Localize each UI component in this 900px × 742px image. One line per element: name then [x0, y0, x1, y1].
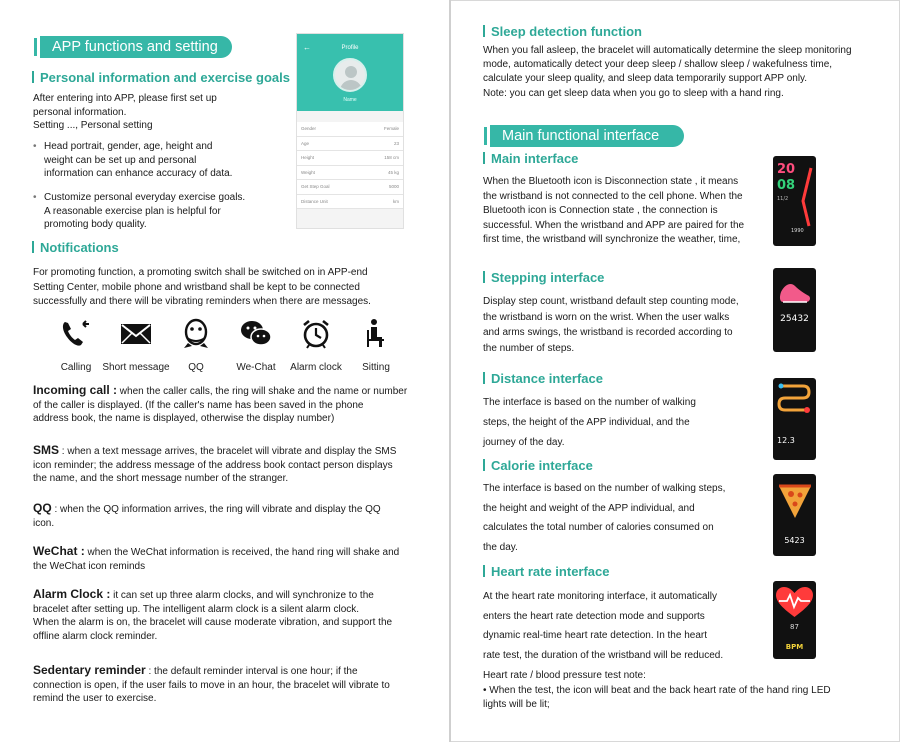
row-value: km — [393, 198, 399, 204]
distance-text — [483, 393, 763, 453]
section-line: dynamic real-time heart rate detection. In the heart — [483, 630, 708, 641]
item-line-1 — [33, 588, 433, 603]
item-line: remind the user to exercise. — [33, 693, 157, 705]
item-text: it can set up three alarm clocks, and will synchronize to the — [110, 590, 374, 601]
item-text: : the default reminder interval is one hour; if the — [145, 666, 358, 677]
section-line: At the heart rate monitoring interface, it automatically — [483, 591, 718, 602]
item-text: when the caller calls, the ring will shake and the name or number — [117, 386, 408, 397]
note-bullet-line-2: lights will be lit; — [483, 699, 550, 710]
band-steps-value: 25432 — [780, 314, 809, 324]
section-line: Display step count, wristband default step counting mode, — [483, 296, 739, 307]
heading-bar — [32, 241, 34, 253]
wechat-icon — [239, 318, 273, 350]
item-line-1 — [33, 502, 433, 517]
heading-text: Stepping interface — [491, 270, 605, 285]
avatar — [333, 58, 367, 92]
heading-bar — [32, 71, 34, 83]
item-sedentary — [33, 664, 433, 706]
heart-note — [483, 669, 883, 713]
row-label: Gender — [301, 126, 317, 132]
envelope-icon — [119, 318, 153, 350]
heading-sleep — [483, 24, 642, 39]
item-lead: QQ — [33, 501, 52, 515]
item-lead: SMS — [33, 443, 60, 457]
bullet-line: promoting body quality. — [44, 219, 147, 231]
sitting-icon — [359, 318, 393, 350]
sleep-line: calculate your sleep quality, and sleep data temporarily support APP only. — [483, 73, 808, 85]
stepping-text — [483, 294, 763, 356]
band-time-bottom: 08 — [777, 178, 796, 193]
row-value: 158 cm — [384, 155, 399, 161]
band-calorie-screen — [773, 474, 816, 556]
heading-bar — [483, 152, 485, 164]
icon-label: We-Chat — [236, 362, 276, 373]
heading-distance — [483, 371, 603, 386]
band-distance-value: 12.3 — [777, 436, 795, 445]
bullet-line: information can enhance accuracy of data. — [44, 168, 233, 180]
band-time-top: 20 — [777, 162, 796, 177]
heading-heart-rate — [483, 564, 610, 579]
section-line: steps, the height of the APP individual, and the — [483, 417, 690, 428]
section-banner-main-interface: Main functional interface — [490, 125, 684, 147]
row-label: Distance Unit — [301, 198, 328, 204]
profile-row — [297, 195, 403, 210]
profile-rows — [297, 122, 403, 209]
heading-bar — [483, 565, 485, 577]
item-lead: Alarm Clock : — [33, 587, 111, 601]
heading-bar — [483, 372, 485, 384]
row-label: Get Step Goal — [301, 184, 330, 190]
heading-text: Sleep detection function — [491, 24, 642, 39]
bullet-dot: • — [483, 684, 490, 696]
item-line-1 — [33, 444, 433, 459]
item-lead: Sedentary reminder — [33, 663, 146, 677]
qq-icon — [179, 318, 213, 350]
heading-text: Heart rate interface — [491, 564, 610, 579]
item-line-1 — [33, 545, 433, 560]
item-incoming-call — [33, 384, 433, 426]
notify-sitting — [346, 318, 406, 378]
bullet-line: A reasonable exercise plan is helpful for — [44, 205, 221, 217]
item-line-1 — [33, 384, 433, 399]
heading-text: Distance interface — [491, 371, 603, 386]
heading-bar — [483, 271, 485, 283]
heading-text: Personal information and exercise goals — [40, 70, 290, 85]
sleep-line: When you fall asleep, the bracelet will automatically determine the sleep monitoring — [483, 45, 852, 56]
pizza-icon — [773, 480, 816, 525]
row-label: Age — [301, 140, 310, 146]
item-text: when the WeChat information is received, the hand ring will shake and — [84, 547, 400, 558]
section-line: and arms swings, the wristband is recorded according to — [483, 327, 733, 338]
calorie-text — [483, 479, 763, 557]
item-text: : when the QQ information arrives, the ring will vibrate and display the QQ — [51, 504, 381, 515]
item-line-1 — [33, 664, 433, 679]
note-text: When the test, the icon will beat and the back heart rate of the hand ring LED — [489, 684, 831, 696]
row-value: Female — [383, 126, 399, 132]
row-value: 5000 — [388, 184, 399, 190]
section-line: journey of the day. — [483, 437, 565, 448]
band-main-screen — [773, 156, 816, 246]
item-line: offline alarm clock reminder. — [33, 630, 158, 642]
section-line: calculates the total number of calories consumed on — [483, 522, 714, 533]
phone-profile-screenshot — [296, 33, 404, 229]
item-line: bracelet after setting up. The intelligent alarm clock is a silent alarm clock. — [33, 603, 360, 615]
bullet-line: • Customize personal everyday exercise goals. — [44, 192, 246, 203]
intro-line: Setting Center, mobile phone and wristband shall be kept to be connected — [33, 281, 360, 293]
avatar-head-shape — [345, 66, 357, 78]
item-line: icon reminder; the address message of the address book contact person displays — [33, 459, 393, 471]
calling-icon — [59, 318, 93, 350]
intro-line: successfully and there will be vibrating reminders when there are messages. — [33, 296, 371, 307]
item-line: address book, the name is displayed, otherwise the display number) — [33, 413, 335, 425]
bullet-line: • Head portrait, gender, age, height and — [44, 141, 213, 152]
alarm-clock-icon — [299, 318, 333, 350]
item-line: connection is open, if the user fails to move in an hour, the bracelet will vibrate to — [33, 679, 390, 691]
section-banner-app-functions: APP functions and setting — [40, 36, 232, 58]
item-line: When the alarm is on, the bracelet will cause moderate vibration, and support the — [33, 617, 393, 629]
band-heart-unit: BPM — [785, 643, 804, 651]
sleep-line: Note: you can get sleep data when you go to sleep with a hand ring. — [483, 87, 784, 99]
profile-row — [297, 137, 403, 152]
band-heart-rate-screen — [773, 581, 816, 659]
section-line: the height and weight of the APP individual, and — [483, 502, 695, 514]
bullet-line: weight can be set up and personal — [44, 154, 197, 166]
row-label: Height — [301, 155, 315, 161]
profile-title: Profile — [341, 45, 359, 51]
band-steps-small: 1990 — [791, 228, 804, 234]
band-heart-value: 87 — [790, 623, 799, 631]
section-line: the number of steps. — [483, 342, 575, 354]
item-line: the WeChat icon reminds — [33, 560, 146, 572]
section-line: The interface is based on the number of walking — [483, 397, 696, 408]
section-line: successful. When the wristband and APP are paired for the — [483, 219, 745, 231]
intro-line: personal information. — [33, 106, 127, 118]
sleep-line: mode, automatically detect your deep sleep / shallow sleep / wakefulness time, — [483, 59, 833, 71]
section-line: rate test, the duration of the wristband will be reduced. — [483, 649, 724, 661]
route-icon — [773, 382, 816, 427]
item-line: icon. — [33, 517, 55, 529]
band-distance-screen — [773, 378, 816, 460]
personal-bullet-2 — [44, 191, 284, 232]
section-line: The interface is based on the number of walking steps, — [483, 483, 726, 494]
row-value: 23 — [393, 140, 399, 146]
section-line: the wristband is worn on the wrist. When the user walks — [483, 311, 730, 323]
band-calorie-value: 5423 — [784, 536, 805, 545]
main-interface-text — [483, 175, 763, 248]
note-title: Heart rate / blood pressure test note: — [483, 670, 646, 681]
intro-line: After entering into APP, please first set up — [33, 93, 217, 104]
item-alarm-clock — [33, 588, 433, 643]
heading-main-interface — [483, 151, 578, 166]
notifications-intro — [33, 266, 433, 310]
band-steps-screen — [773, 268, 816, 352]
section-line: enters the heart rate detection mode and supports — [483, 610, 705, 622]
heart-icon — [773, 585, 816, 621]
heading-stepping — [483, 270, 604, 285]
profile-name: Name — [343, 97, 357, 103]
icon-label: QQ — [188, 362, 204, 373]
item-line: of the caller is displayed. (If the caller's name has been saved in the phone — [33, 399, 364, 411]
row-label: Weight — [301, 169, 315, 175]
item-wechat — [33, 545, 433, 573]
icon-label: Short message — [102, 362, 170, 373]
item-qq — [33, 502, 433, 530]
profile-row — [297, 180, 403, 195]
icon-label: Alarm clock — [290, 362, 342, 373]
back-arrow-icon: ← — [303, 43, 311, 52]
item-line: the name, and the short message number of the stranger. — [33, 473, 289, 485]
icon-label: Sitting — [362, 362, 390, 373]
heart-rate-text — [483, 587, 763, 665]
note-bullet-line-1 — [483, 684, 883, 699]
section-line: the wristband is not connected to the cell phone. When the — [483, 190, 743, 202]
avatar-body-shape — [340, 80, 362, 92]
heading-text: Calorie interface — [491, 458, 593, 473]
section-line: the day. — [483, 541, 518, 553]
row-value: 45 kg — [387, 169, 399, 175]
heading-notifications — [32, 240, 119, 255]
profile-row — [297, 122, 403, 137]
heading-calorie — [483, 458, 593, 473]
heading-personal-info — [32, 70, 290, 85]
profile-row — [297, 151, 403, 166]
intro-line: Setting ..., Personal setting — [33, 120, 153, 132]
heading-text: Notifications — [40, 240, 119, 255]
heading-bar — [483, 25, 485, 37]
icon-label: Calling — [60, 362, 92, 373]
personal-intro — [33, 92, 283, 133]
section-line: Bluetooth icon is Connection state , the connection is — [483, 205, 718, 217]
item-lead: WeChat : — [33, 544, 85, 558]
profile-header — [297, 34, 403, 111]
sleep-text — [483, 44, 883, 101]
item-lead: Incoming call : — [33, 383, 118, 397]
item-sms — [33, 444, 433, 486]
item-text: : when a text message arrives, the bracelet will vibrate and display the SMS — [59, 446, 397, 457]
shoe-icon — [773, 274, 816, 314]
heading-bar — [483, 459, 485, 471]
section-line: first time, the wristband will synchronize the weather, time, — [483, 234, 741, 246]
heading-text: Main interface — [491, 151, 579, 166]
personal-bullet-1 — [44, 140, 284, 181]
intro-line: For promoting function, a promoting switch shall be switched on in APP-end — [33, 267, 368, 278]
section-line: When the Bluetooth icon is Disconnection state , it means — [483, 176, 739, 187]
band-date: 11/2 — [777, 196, 789, 202]
profile-row — [297, 166, 403, 181]
